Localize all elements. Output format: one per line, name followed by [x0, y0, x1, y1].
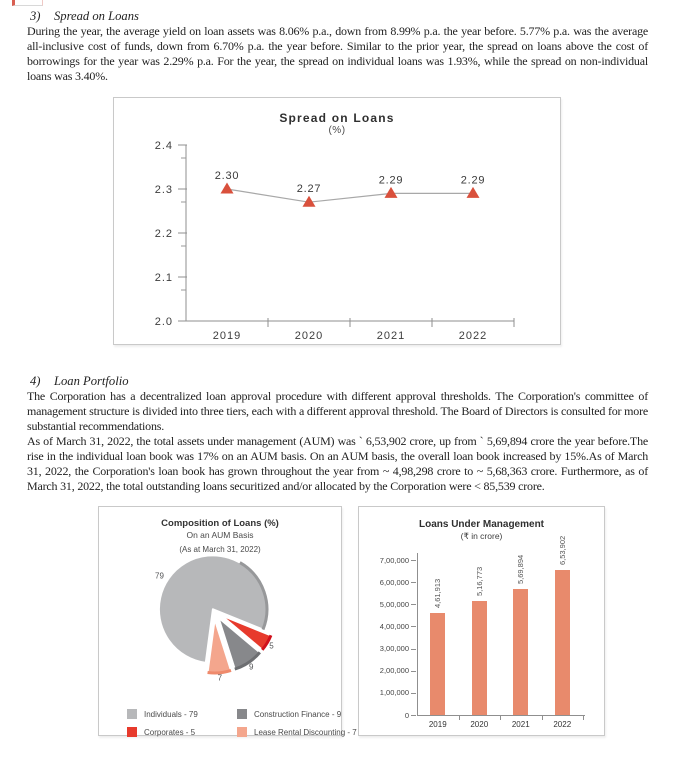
- x-tick-label: 2020: [470, 720, 489, 729]
- y-tick: [411, 671, 416, 672]
- triangle-marker: [467, 187, 480, 198]
- legend-label: Corporates - 5: [144, 727, 196, 737]
- spread-on-loans-chart: [113, 97, 561, 345]
- data-label: 2.27: [296, 183, 322, 196]
- section-title: Spread on Loans: [54, 9, 139, 23]
- y-tick-label: 7,00,000: [379, 555, 409, 565]
- pie-chart-date-note: (As at March 31, 2022): [179, 545, 261, 554]
- loans-under-management-chart: [358, 506, 605, 736]
- y-tick-label: 5,00,000: [379, 599, 409, 609]
- section-number: 3): [30, 9, 41, 23]
- data-label: 2.29: [378, 174, 404, 187]
- line-chart-title: Spread on Loans: [279, 111, 395, 125]
- charts-row: [98, 506, 674, 736]
- cropped-page-fragment: [12, 0, 43, 6]
- x-axis: [417, 715, 585, 716]
- pie-chart-plot: [99, 554, 341, 702]
- legend-label: Construction Finance - 9: [254, 709, 342, 719]
- bar-2019: [430, 613, 445, 715]
- y-tick: [411, 560, 416, 561]
- bar-value-label: 6,53,902: [557, 536, 567, 566]
- y-tick: [411, 649, 416, 650]
- legend-label: Individuals - 79: [144, 709, 198, 719]
- slice-value-label: 9: [249, 662, 254, 672]
- bar-value-label: 4,61,913: [433, 578, 443, 608]
- bar-chart-title: Loans Under Management: [418, 519, 545, 530]
- y-tick-label: 2.1: [154, 272, 173, 284]
- section-title: Loan Portfolio: [54, 374, 129, 388]
- y-tick: [411, 604, 416, 605]
- legend-item-individuals: [127, 709, 231, 719]
- spread-on-loans-paragraph: During the year, the average yield on loan assets was 8.06% p.a., down from 8.99% p.a. the year before. 5.77% p.a. was the average all-inclusive cost of funds, down from 6.70% p.a. the year before. Similar to the prior year, the spread on loans above the cost of borrowings for the year was 2.29% p.a. For the year, the spread on individual loans was 1.93%, while the spread on non-individual loans was 3.40%.: [27, 24, 648, 83]
- legend-item-construction-finance: [237, 709, 357, 719]
- x-tick: [500, 715, 501, 720]
- y-axis: [417, 553, 418, 715]
- x-tick-label: 2022: [553, 720, 572, 729]
- legend-item-corporates: [127, 727, 231, 737]
- triangle-marker: [385, 187, 398, 198]
- bar-chart-subtitle: (₹ in crore): [460, 531, 503, 541]
- triangle-marker: [221, 183, 234, 194]
- x-tick: [583, 715, 584, 720]
- data-label: 2.29: [460, 174, 486, 187]
- loan-portfolio-paragraph-1: The Corporation has a decentralized loan approval procedure with different approval thresholds. The Corporation's committee of management structure is divided into three tiers, each with a different approval threshold. The Board of Directors is consulted for more substantial recommendations.: [27, 389, 648, 433]
- x-tick-label: 2021: [511, 720, 530, 729]
- x-tick-label: 2021: [376, 330, 406, 341]
- y-tick: [411, 715, 416, 716]
- pie-chart-subtitle: On an AUM Basis: [186, 530, 254, 540]
- y-tick-label: 2.0: [154, 316, 173, 328]
- slice-value-label: 5: [269, 641, 274, 651]
- x-tick-label: 2019: [428, 720, 447, 729]
- bar-value-label: 5,69,894: [516, 554, 526, 584]
- x-tick: [459, 715, 460, 720]
- section-number: 4): [30, 374, 41, 388]
- section-heading-loan-portfolio: [27, 374, 648, 389]
- data-label: 2.30: [214, 170, 240, 182]
- legend-swatch: [127, 709, 137, 719]
- legend-swatch: [237, 727, 247, 737]
- section-spread-on-loans: [27, 9, 648, 84]
- line-chart-subtitle: (%): [328, 125, 346, 136]
- composition-of-loans-chart: [98, 506, 357, 737]
- x-tick-label: 2022: [458, 330, 488, 341]
- y-tick-label: 2.4: [154, 140, 173, 152]
- x-tick-label: 2019: [212, 330, 242, 341]
- y-tick-label: 2.2: [154, 228, 173, 240]
- bar-value-label: 5,16,773: [474, 566, 484, 596]
- y-tick-label: 1,00,000: [379, 688, 409, 698]
- legend-swatch: [127, 727, 137, 737]
- y-tick-label: 2.3: [154, 184, 173, 196]
- y-tick-label: 6,00,000: [379, 577, 409, 587]
- section-heading-spread-on-loans: [27, 9, 648, 24]
- loan-portfolio-paragraph-2: As of March 31, 2022, the total assets under management (AUM) was ` 6,53,902 crore, up from ` 5,69,894 crore the year before.The rise in the individual loan book was 17% on an AUM basis. On an AUM basis, the overall loan book increased by 15%.As of March 31, 2022, the Corporation's loan book has grown throughout the year from ~ 4,98,298 crore to ~ 5,68,363 crore. Furthermore, as of March 31, 2022, the total outstanding loans securitized and/or allocated by the Corporation were < 85,539 crore.: [27, 434, 648, 493]
- x-tick: [542, 715, 543, 720]
- pie-chart-title: Composition of Loans (%): [161, 518, 279, 529]
- slice-value-label: 79: [155, 571, 164, 581]
- legend-label: Lease Rental Discounting - 7: [254, 727, 357, 737]
- pie-chart-legend: [99, 707, 357, 737]
- y-tick-label: 3,00,000: [379, 644, 409, 654]
- section-loan-portfolio: [27, 374, 648, 494]
- data-line: [227, 189, 473, 202]
- y-tick: [411, 582, 416, 583]
- bar-2021: [513, 589, 528, 715]
- y-tick-label: 2,00,000: [379, 666, 409, 676]
- line-chart-plot: [114, 137, 560, 341]
- y-tick-label: 0: [404, 710, 409, 720]
- x-tick-label: 2020: [294, 330, 324, 341]
- y-tick: [411, 693, 416, 694]
- slice-value-label: 7: [217, 673, 223, 683]
- y-tick-label: 4,00,000: [379, 621, 409, 631]
- y-tick: [411, 626, 416, 627]
- legend-item-lease-rental-discounting: [237, 727, 357, 737]
- bar-2022: [555, 570, 570, 715]
- bar-2020: [472, 601, 487, 715]
- legend-swatch: [237, 709, 247, 719]
